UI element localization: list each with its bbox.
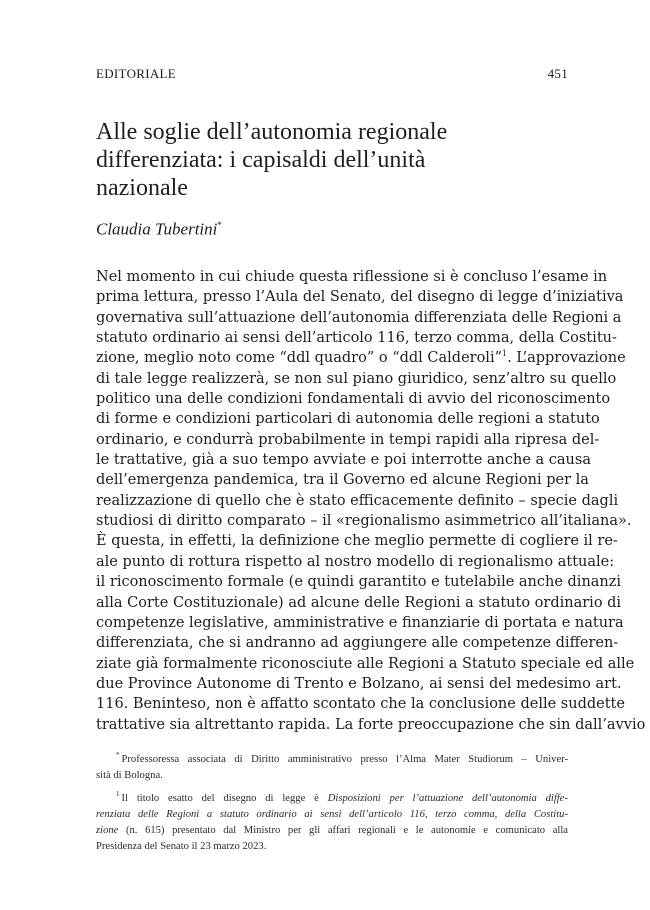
footnotes [96,752,568,855]
footnote-bill-title: renziata delle Regioni a statuto ordinario ai sensi dell’articolo 116, terzo comma, della Costitu- [96,809,568,820]
article-title [96,118,566,202]
body-line: statuto ordinario ai sensi dell’articolo 116, terzo comma, della Costitu- [96,330,617,347]
body-text [96,267,646,735]
footnote-ref-1: 1 [502,349,508,359]
body-line: politico una delle condizioni fondamentali di avvio del riconoscimento [96,391,611,408]
author-name [96,215,222,240]
body-line: ziate già formalmente riconosciute alle Regioni a Statuto speciale ed alle [96,655,635,672]
body-line: le trattative, già a suo tempo avviate e poi interrotte anche a causa [96,452,591,469]
footnote-star-cont: sità di Bologna. [96,770,163,781]
body-line: il riconoscimento formale (e quindi garantito e tutelabile anche dinanzi [96,574,622,591]
title-line: differenziata: i capisaldi dell’unità [96,147,426,173]
body-line: ordinario, e condurrà probabilmente in tempi rapidi alla ripresa del- [96,431,600,448]
footnote-1-cont [96,823,568,839]
footnote-1 [96,791,568,807]
body-line: due Province Autonome di Trento e Bolzano, ai sensi del medesimo art. [96,675,622,692]
footnote-text: (n. 615) presentato dal Ministro per gli affari regionali e le autonomie e comunicato alla [118,825,568,836]
footnote-1-cont [96,807,568,823]
body-line: realizzazione di quello che è stato efficacemente definito – specie dagli [96,492,619,509]
body-line-text: zione, meglio noto come “ddl quadro” o “ddl Calderoli” [96,350,502,367]
footnote-text: Professoressa associata di Diritto amministrativo presso l’Alma Mater Studiorum – Univer- [121,754,568,765]
body-line-tail: . L’approvazione [507,350,626,367]
body-line: competenze legislative, amministrative e finanziarie di portata e natura [96,614,624,631]
running-head [96,66,568,82]
body-line: dell’emergenza pandemica, tra il Governo ed alcune Regioni per la [96,472,589,489]
title-line: nazionale [96,175,188,201]
page-number: 451 [547,66,568,81]
body-line [96,348,626,368]
body-line: studiosi di diritto comparato – il «regionalismo asimmetrico all’italiana». [96,513,632,530]
body-line: di forme e condizioni particolari di autonomia delle regioni a statuto [96,411,600,428]
section-label: EDITORIALE [96,66,177,81]
author-text: Claudia Tubertini [96,219,218,239]
body-line: ale punto di rottura rispetto al nostro modello di regionalismo attuale: [96,553,615,570]
body-line: 116. Beninteso, non è affatto scontato che la conclusione delle suddette [96,696,625,713]
footnote-mark: 1 [116,790,120,799]
title-line: Alle soglie dell’autonomia regionale [96,119,448,145]
footnote-text: Il titolo esatto del disegno di legge è [121,793,328,804]
body-line: differenziata, che si andranno ad aggiungere alle competenze differen- [96,635,619,652]
author-footnote-mark: * [217,220,222,230]
body-line: È questa, in effetti, la definizione che meglio permette di cogliere il re- [96,533,618,550]
body-line: di tale legge realizzerà, se non sul piano giuridico, senz’altro su quello [96,370,617,387]
footnote-1-cont: Presidenza del Senato il 23 marzo 2023. [96,841,267,852]
footnote-bill-title: Disposizioni per l’attuazione dell’autonomia diffe- [327,793,568,804]
body-line: prima lettura, presso l’Aula del Senato, del disegno di legge d’iniziativa [96,289,624,306]
body-line: governativa sull’attuazione dell’autonomia differenziata delle Regioni a [96,309,622,326]
body-line: Nel momento in cui chiude questa riflessione si è concluso l’esame in [96,269,608,285]
footnote-mark: * [116,751,120,760]
footnote-bill-title: zione [96,825,119,836]
body-line: trattative sia altrettanto rapida. La forte preoccupazione che sin dall’avvio [96,716,646,733]
footnote-star [96,752,568,768]
body-line: alla Corte Costituzionale) ad alcune delle Regioni a statuto ordinario di [96,594,622,611]
